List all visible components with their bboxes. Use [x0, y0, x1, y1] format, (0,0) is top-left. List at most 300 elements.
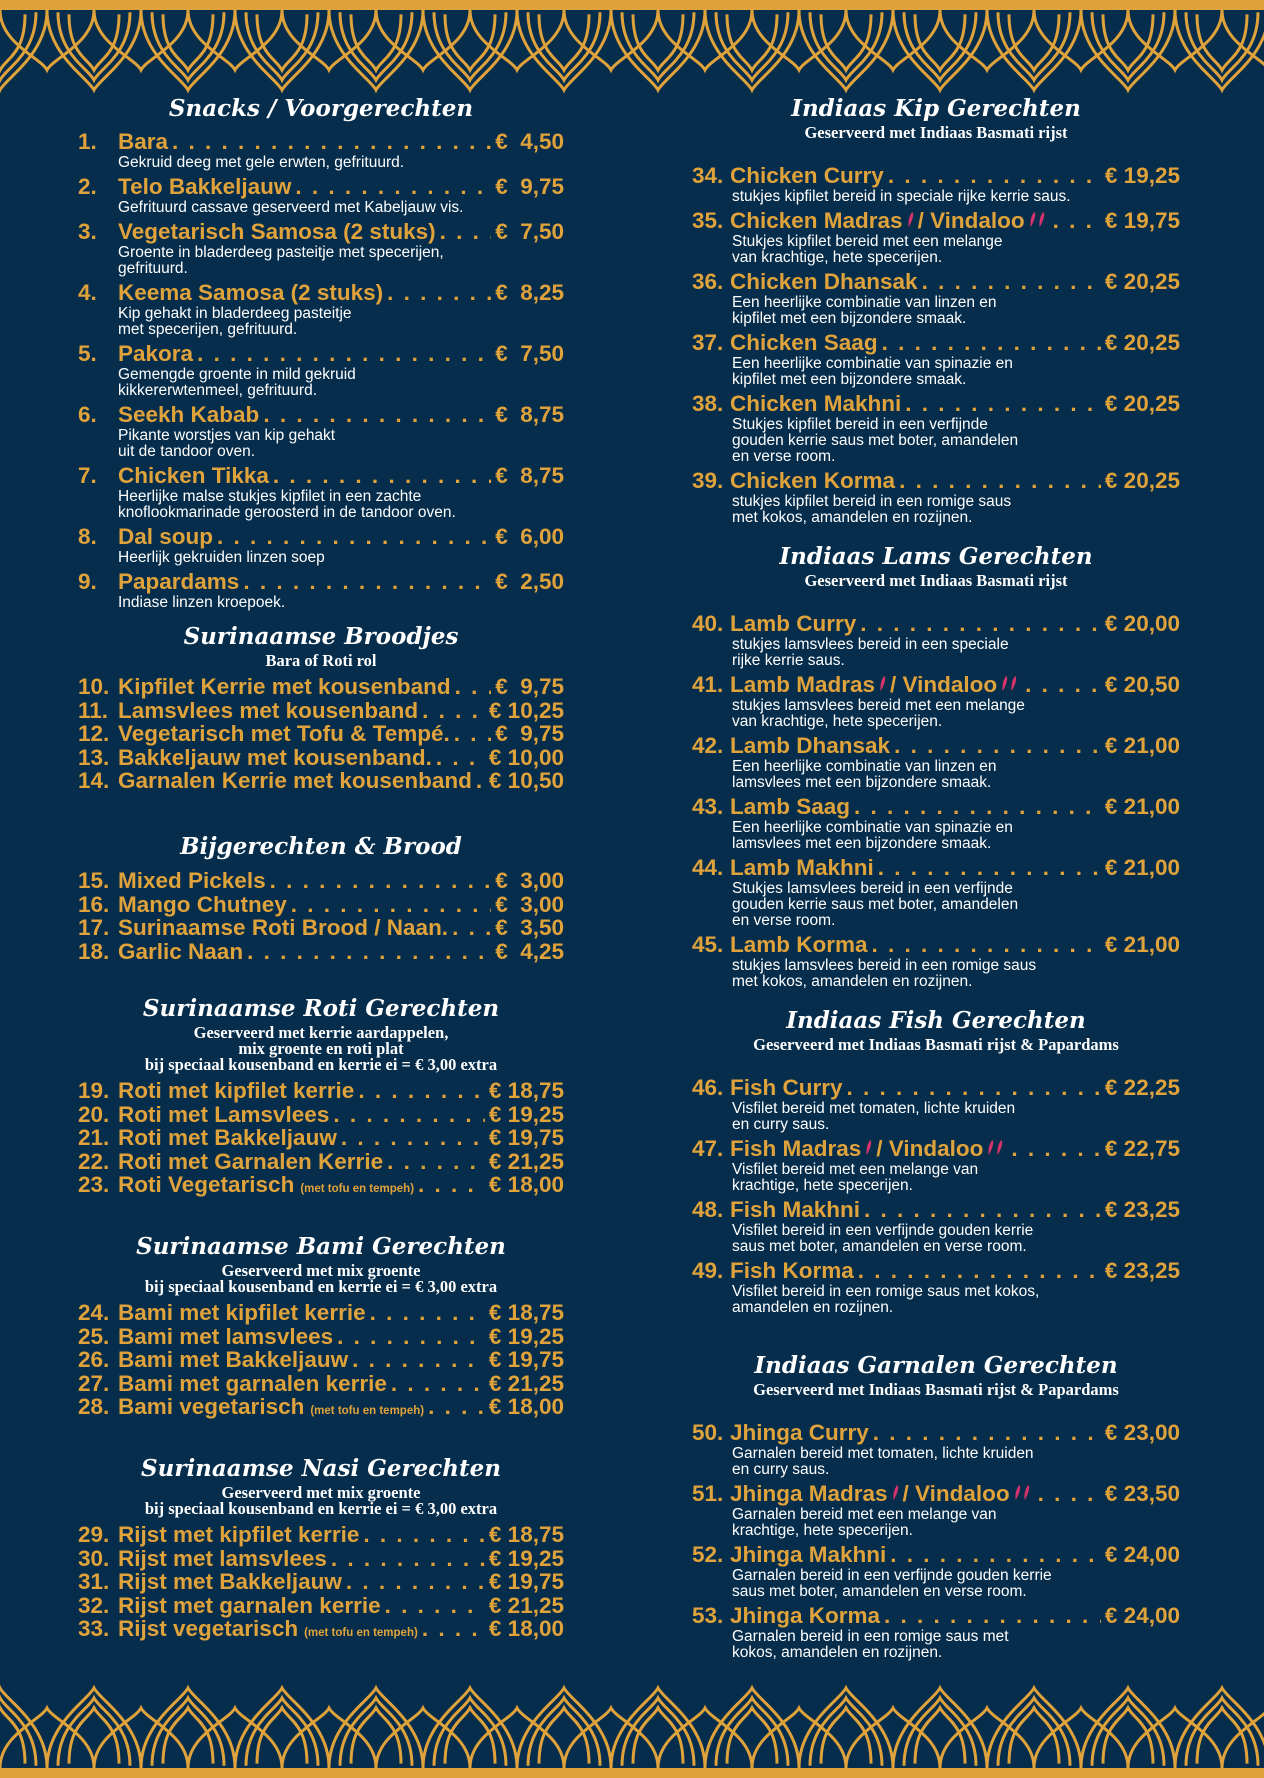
item-note: (met tofu en tempeh)	[300, 1183, 415, 1195]
item-number: 19.	[78, 1078, 110, 1103]
item-price: € 7,50	[495, 341, 564, 366]
item-number: 48.	[692, 1197, 724, 1222]
item-price: € 19,25	[488, 1101, 564, 1127]
section-subtitle: Geserveerd met Indiaas Basmati rijst	[804, 571, 1068, 590]
item-price: € 20,25	[1104, 468, 1180, 493]
leader-dots	[385, 1594, 485, 1618]
item-price: € 18,00	[488, 1394, 564, 1419]
leader-dots	[854, 794, 1101, 820]
item-description: van krachtige, hete specerijen.	[732, 249, 943, 266]
item-list	[692, 1075, 1180, 1316]
item-name: Rijst met garnalen kerrie	[118, 1592, 381, 1618]
item-number: 47.	[692, 1136, 724, 1161]
section-title: Indiaas Garnalen Gerechten	[754, 1352, 1118, 1379]
menu-item-row	[692, 208, 1180, 234]
leader-dots	[358, 1079, 485, 1103]
item-name: Telo Bakkeljauw	[118, 174, 292, 199]
item-price: € 23,25	[1104, 1258, 1180, 1283]
item-description: kipfilet met een bijzondere smaak.	[732, 371, 967, 388]
item-number: 35.	[692, 208, 724, 233]
menu-item	[692, 1481, 1180, 1539]
item-name: Bakkeljauw met kousenband.	[118, 744, 432, 770]
menu-item	[78, 1325, 564, 1349]
menu-item	[692, 1420, 1180, 1478]
menu-item-row	[78, 893, 564, 917]
item-description: Gekruid deeg met gele erwten, gefrituurd.	[118, 154, 405, 171]
menu-item-row	[78, 869, 564, 893]
item-description: gouden kerrie saus met boter, amandelen	[732, 896, 1019, 913]
section-fish	[692, 1007, 1180, 1319]
item-description: met kokos, amandelen en rozijnen.	[732, 973, 973, 990]
item-number: 15.	[78, 868, 110, 893]
menu-item-row	[692, 1075, 1180, 1101]
item-price: € 23,50	[1104, 1481, 1180, 1506]
item-name: Bara	[118, 129, 169, 154]
menu-item-row	[78, 280, 564, 306]
item-description: Een heerlijke combinatie van linzen en	[732, 294, 997, 311]
section-title: Bijgerechten & Brood	[180, 833, 462, 860]
section-snacks	[78, 95, 564, 614]
menu-item-row	[78, 699, 564, 723]
menu-item	[692, 932, 1180, 990]
item-price: € 23,00	[1104, 1420, 1180, 1445]
section-title: Surinaamse Bami Gerechten	[136, 1233, 506, 1260]
section-title: Surinaamse Roti Gerechten	[142, 995, 500, 1022]
menu-item-row	[692, 794, 1180, 820]
item-name: Papardams	[118, 569, 240, 594]
leader-dots	[890, 1542, 1101, 1568]
item-description: Indiase linzen kroepoek.	[118, 594, 286, 611]
menu-item	[692, 1542, 1180, 1600]
item-description: saus met boter, amandelen en verse room.	[732, 1238, 1027, 1255]
item-number: 46.	[692, 1075, 724, 1100]
item-description: Kip gehakt in bladerdeeg pasteitje	[118, 305, 352, 322]
menu-item-row	[78, 1617, 564, 1646]
menu-item-row	[692, 932, 1180, 958]
leader-dots	[370, 1301, 485, 1325]
item-price: € 19,25	[488, 1323, 564, 1349]
section-broodjes	[78, 623, 564, 793]
leader-dots	[387, 280, 491, 306]
item-price: € 22,25	[1104, 1075, 1180, 1100]
menu-item	[78, 1150, 564, 1174]
section-subtitle: Geserveerd met mix groente	[221, 1261, 421, 1280]
item-list	[78, 1301, 564, 1424]
item-description: en verse room.	[732, 912, 836, 929]
item-number: 8.	[78, 524, 97, 549]
section-subtitle: Geserveerd met Indiaas Basmati rijst	[804, 123, 1068, 142]
leader-dots	[352, 1348, 485, 1372]
item-price: € 8,75	[495, 463, 564, 488]
item-description: lamsvlees met een bijzondere smaak.	[732, 835, 992, 852]
section-subtitle: Geserveerd met Indiaas Basmati rijst & Papardams	[753, 1380, 1119, 1399]
item-description: en verse room.	[732, 448, 836, 465]
item-number: 36.	[692, 269, 724, 294]
item-number: 9.	[78, 569, 97, 594]
leader-dots	[436, 746, 485, 770]
item-name: Jhinga Madras	[730, 1481, 888, 1506]
section-bijgerechten	[78, 833, 564, 963]
chili-pepper-icon	[878, 672, 887, 698]
menu-item-row	[692, 391, 1180, 417]
menu-item-row	[692, 468, 1180, 494]
menu-item-row	[78, 1325, 564, 1349]
menu-item-row	[78, 1150, 564, 1174]
menu-item	[78, 769, 564, 793]
item-name: Fish Curry	[730, 1075, 843, 1100]
item-name: Seekh Kabab	[118, 402, 260, 427]
leader-dots	[882, 330, 1101, 356]
item-price: € 21,00	[1104, 733, 1180, 758]
menu-item-row	[692, 672, 1180, 698]
leader-dots	[333, 1103, 485, 1127]
leader-dots	[217, 524, 491, 550]
section-garnalen	[692, 1352, 1180, 1664]
menu-item-row	[78, 1079, 564, 1103]
item-number: 40.	[692, 611, 724, 636]
section-title: Indiaas Lams Gerechten	[779, 543, 1093, 570]
item-price: € 2,50	[495, 569, 564, 594]
menu-item	[78, 341, 564, 399]
section-subtitle: Geserveerd met mix groente	[221, 1483, 421, 1502]
item-description: Pikante worstjes van kip gehakt	[118, 427, 336, 444]
item-name: Rijst met Bakkeljauw	[118, 1569, 342, 1594]
item-number: 53.	[692, 1603, 724, 1628]
item-number: 3.	[78, 219, 97, 244]
item-number: 11.	[78, 697, 109, 723]
item-number: 21.	[78, 1125, 110, 1150]
item-name: Lamb Korma	[730, 932, 868, 957]
item-description: Garnalen bereid in een romige saus met	[732, 1628, 1009, 1645]
item-name: Roti Vegetarisch	[118, 1172, 295, 1197]
item-description: Garnalen bereid met een melange van	[732, 1506, 997, 1523]
item-name: Rijst vegetarisch	[118, 1616, 299, 1641]
item-number: 52.	[692, 1542, 724, 1567]
item-description: en curry saus.	[732, 1116, 830, 1133]
item-name: Roti met Garnalen Kerrie	[118, 1148, 384, 1174]
item-description: van krachtige, hete specerijen.	[732, 713, 943, 730]
menu-item	[692, 163, 1180, 205]
menu-item-row	[78, 1594, 564, 1618]
item-description: stukjes lamsvlees bereid met een melange	[732, 697, 1025, 714]
chili-pepper-icon	[1000, 672, 1018, 698]
item-name: Jhinga Curry	[730, 1420, 869, 1445]
menu-item	[78, 1348, 564, 1372]
menu-item-row	[78, 1395, 564, 1424]
item-number: 38.	[692, 391, 724, 416]
item-description: Een heerlijke combinatie van linzen en	[732, 758, 997, 775]
item-number: 13.	[78, 744, 110, 770]
item-name-variant: / Vindaloo	[876, 1136, 984, 1161]
section-kip	[692, 95, 1180, 529]
item-price: € 19,75	[488, 1347, 564, 1372]
item-name: Lamb Makhni	[730, 855, 874, 880]
item-description: Een heerlijke combinatie van spinazie en	[732, 819, 1013, 836]
leader-dots	[860, 611, 1101, 637]
item-description: met kokos, amandelen en rozijnen.	[732, 509, 973, 526]
item-description: Visfilet bereid in een verfijnde gouden kerrie	[732, 1222, 1034, 1239]
menu-item	[78, 1103, 564, 1127]
item-description: Garnalen bereid met tomaten, lichte kruiden	[732, 1445, 1034, 1462]
leader-dots	[243, 569, 491, 595]
item-price: € 6,00	[495, 524, 564, 549]
item-description: uit de tandoor oven.	[118, 443, 256, 460]
item-price: € 18,00	[488, 1616, 564, 1641]
item-name: Garnalen Kerrie met kousenband	[118, 768, 472, 793]
item-price: € 23,25	[1104, 1197, 1180, 1222]
menu-item-row	[78, 463, 564, 489]
leader-dots	[878, 855, 1101, 881]
item-name: Rijst met kipfilet kerrie	[118, 1522, 360, 1547]
menu-item	[78, 916, 564, 940]
item-description: kokos, amandelen en rozijnen.	[732, 1644, 943, 1661]
menu-item	[692, 468, 1180, 526]
item-list	[692, 163, 1180, 526]
item-price: € 9,75	[495, 674, 564, 699]
item-price: € 21,00	[1104, 855, 1180, 880]
menu-item	[692, 269, 1180, 327]
menu-item-row	[692, 1136, 1180, 1162]
item-description: kikkererwtenmeel, gefrituurd.	[118, 382, 317, 399]
item-name: Garlic Naan	[118, 938, 244, 964]
item-list	[692, 611, 1180, 990]
item-number: 17.	[78, 915, 110, 940]
item-price: € 20,25	[1104, 269, 1180, 294]
item-name: Bami met lamsvlees	[118, 1323, 334, 1349]
section-title: Surinaamse Broodjes	[183, 623, 459, 650]
item-price: € 4,25	[495, 938, 564, 964]
item-price: € 22,75	[1104, 1136, 1180, 1161]
item-number: 41.	[692, 672, 724, 697]
menu-item	[78, 722, 564, 746]
item-name: Mango Chutney	[118, 891, 287, 917]
menu-item-row	[692, 855, 1180, 881]
item-name-variant: / Vindaloo	[890, 672, 998, 697]
menu-item	[78, 280, 564, 338]
menu-item-row	[78, 1301, 564, 1325]
leader-dots	[418, 1173, 485, 1197]
menu-item-row	[78, 219, 564, 245]
menu-item-row	[78, 769, 564, 793]
menu-item	[78, 893, 564, 917]
menu-item	[692, 208, 1180, 266]
leader-dots	[337, 1325, 485, 1349]
item-name-variant: / Vindaloo	[902, 1481, 1010, 1506]
menu-item-row	[692, 1258, 1180, 1284]
leader-dots	[884, 1603, 1101, 1629]
leader-dots	[873, 1420, 1101, 1446]
item-description: en curry saus.	[732, 1461, 830, 1478]
item-price: € 3,00	[495, 891, 564, 917]
item-list	[78, 869, 564, 963]
item-name: Jhinga Korma	[730, 1603, 881, 1628]
menu-item	[78, 1372, 564, 1396]
leader-dots	[894, 733, 1101, 759]
item-number: 27.	[78, 1370, 110, 1396]
leader-dots	[440, 219, 492, 245]
item-name: Chicken Makhni	[730, 391, 902, 416]
item-description: stukjes kipfilet bereid in speciale rijke kerrie saus.	[732, 188, 1071, 205]
item-price: € 10,50	[488, 768, 564, 793]
leader-dots	[455, 675, 492, 699]
item-number: 18.	[78, 938, 110, 964]
leader-dots	[291, 893, 491, 917]
menu-item	[78, 569, 564, 611]
menu-item	[692, 1197, 1180, 1255]
item-description: gouden kerrie saus met boter, amandelen	[732, 432, 1019, 449]
menu-item-row	[78, 1173, 564, 1202]
chili-pepper-icon	[986, 1136, 1004, 1162]
section-subtitle: bij speciaal kousenband en kerrie ei = € 3,00 extra	[144, 1277, 498, 1296]
item-name: Roti met kipfilet kerrie	[118, 1078, 355, 1103]
menu-item-row	[78, 1570, 564, 1594]
section-subtitle: bij speciaal kousenband en kerrie ei = € 3,00 extra	[144, 1055, 498, 1074]
item-description: Visfilet bereid met tomaten, lichte kruiden	[732, 1100, 1016, 1117]
item-description: rijke kerrie saus.	[732, 652, 845, 669]
item-number: 20.	[78, 1101, 110, 1127]
item-name: Chicken Dhansak	[730, 269, 918, 294]
item-description: krachtige, hete specerijen.	[732, 1177, 913, 1194]
menu-item-row	[78, 1348, 564, 1372]
leader-dots	[331, 1547, 485, 1571]
item-number: 1.	[78, 129, 97, 154]
menu-item	[78, 1617, 564, 1646]
item-number: 16.	[78, 891, 110, 917]
leader-dots	[273, 463, 491, 489]
leader-dots	[263, 402, 491, 428]
item-number: 14.	[78, 768, 110, 793]
menu-item	[78, 219, 564, 277]
item-description: Heerlijke malse stukjes kipfilet in een zachte	[118, 488, 422, 505]
item-name: Jhinga Makhni	[730, 1542, 887, 1567]
item-description: Garnalen bereid in een verfijnde gouden kerrie	[732, 1567, 1052, 1584]
decorative-top-border	[0, 0, 1264, 95]
item-description: Heerlijk gekruiden linzen soep	[118, 549, 325, 566]
leader-dots	[428, 1395, 485, 1419]
item-price: € 4,50	[495, 129, 564, 154]
item-name: Bami met Bakkeljauw	[118, 1347, 349, 1372]
leader-dots	[899, 468, 1101, 494]
menu-item-row	[692, 733, 1180, 759]
item-description: stukjes lamsvlees bereid in een romige saus	[732, 957, 1037, 974]
chili-pepper-icon	[864, 1136, 873, 1162]
menu-item-row	[78, 1126, 564, 1150]
section-subtitle: bij speciaal kousenband en kerrie ei = € 3,00 extra	[144, 1499, 498, 1518]
item-price: € 24,00	[1104, 1542, 1180, 1567]
chili-pepper-icon	[1013, 1481, 1031, 1507]
item-number: 4.	[78, 280, 97, 305]
item-number: 45.	[692, 932, 724, 957]
item-description: kipfilet met een bijzondere smaak.	[732, 310, 967, 327]
item-name: Lamb Curry	[730, 611, 857, 636]
section-title: Surinaamse Nasi Gerechten	[141, 1455, 501, 1482]
item-number: 22.	[78, 1148, 110, 1174]
menu-item-row	[692, 1420, 1180, 1446]
item-number: 34.	[692, 163, 724, 188]
item-price: € 10,00	[488, 744, 564, 770]
leader-dots	[452, 916, 491, 940]
item-list	[78, 1523, 564, 1646]
item-name: Keema Samosa (2 stuks)	[118, 280, 384, 305]
menu-item-row	[78, 1547, 564, 1571]
section-subtitle: Geserveerd met kerrie aardappelen,	[193, 1023, 449, 1042]
leader-dots	[295, 174, 491, 200]
item-name: Chicken Madras	[730, 208, 903, 233]
item-number: 50.	[692, 1420, 724, 1445]
item-name: Surinaamse Roti Brood / Naan.	[118, 915, 449, 940]
item-name: Lamb Dhansak	[730, 733, 891, 758]
menu-item	[78, 1594, 564, 1618]
menu-item-row	[78, 1523, 564, 1547]
item-name: Vegetarisch Samosa (2 stuks)	[118, 219, 436, 244]
item-number: 31.	[78, 1569, 110, 1594]
item-name: Lamb Madras	[730, 672, 876, 697]
item-number: 7.	[78, 463, 97, 488]
item-price: € 20,00	[1104, 611, 1180, 636]
item-description: saus met boter, amandelen en verse room.	[732, 1583, 1027, 1600]
leader-dots	[346, 1570, 485, 1594]
menu-item	[78, 1079, 564, 1103]
item-description: met specerijen, gefrituurd.	[118, 321, 298, 338]
item-number: 39.	[692, 468, 724, 493]
item-price: € 3,00	[495, 868, 564, 893]
item-price: € 20,25	[1104, 330, 1180, 355]
item-price: € 19,25	[488, 1545, 564, 1571]
item-price: € 19,25	[1104, 163, 1180, 188]
menu-item	[692, 1136, 1180, 1194]
menu-item-row	[78, 402, 564, 428]
section-subtitle: mix groente en roti plat	[238, 1039, 404, 1058]
menu-item-row	[78, 341, 564, 367]
item-price: € 10,25	[488, 697, 564, 723]
leader-dots	[270, 869, 492, 893]
item-name: Chicken Saag	[730, 330, 878, 355]
item-number: 12.	[78, 721, 110, 746]
item-name: Roti met Bakkeljauw	[118, 1125, 337, 1150]
menu-item-row	[78, 722, 564, 746]
item-number: 23.	[78, 1172, 110, 1197]
leader-dots	[905, 391, 1101, 417]
item-price: € 19,75	[488, 1125, 564, 1150]
menu-item	[78, 1523, 564, 1547]
menu-item	[78, 402, 564, 460]
item-description: Visfilet bereid met een melange van	[732, 1161, 979, 1178]
menu-item-row	[78, 1372, 564, 1396]
item-number: 33.	[78, 1616, 110, 1641]
item-price: € 18,75	[488, 1300, 564, 1325]
menu-item-row	[78, 940, 564, 964]
item-name: Chicken Curry	[730, 163, 884, 188]
section-roti	[78, 995, 564, 1202]
item-name: Chicken Tikka	[118, 463, 269, 488]
leader-dots	[872, 932, 1101, 958]
leader-dots	[363, 1523, 485, 1547]
item-description: Stukjes lamsvlees bereid in een verfijnde	[732, 880, 1013, 897]
menu-item	[78, 746, 564, 770]
item-description: stukjes lamsvlees bereid in een speciale	[732, 636, 1009, 653]
item-number: 2.	[78, 174, 97, 199]
item-name: Chicken Korma	[730, 468, 896, 493]
item-number: 37.	[692, 330, 724, 355]
item-description: Gefrituurd cassave geserveerd met Kabeljauw vis.	[118, 199, 464, 216]
item-name: Vegetarisch met Tofu & Tempé.	[118, 721, 450, 746]
item-list	[78, 1079, 564, 1202]
item-price: € 18,75	[488, 1078, 564, 1103]
item-description: knoflookmarinade geroosterd in de tandoor oven.	[118, 504, 456, 521]
item-name: Kipfilet Kerrie met kousenband	[118, 674, 451, 699]
item-price: € 18,75	[488, 1522, 564, 1547]
menu-item	[78, 174, 564, 216]
